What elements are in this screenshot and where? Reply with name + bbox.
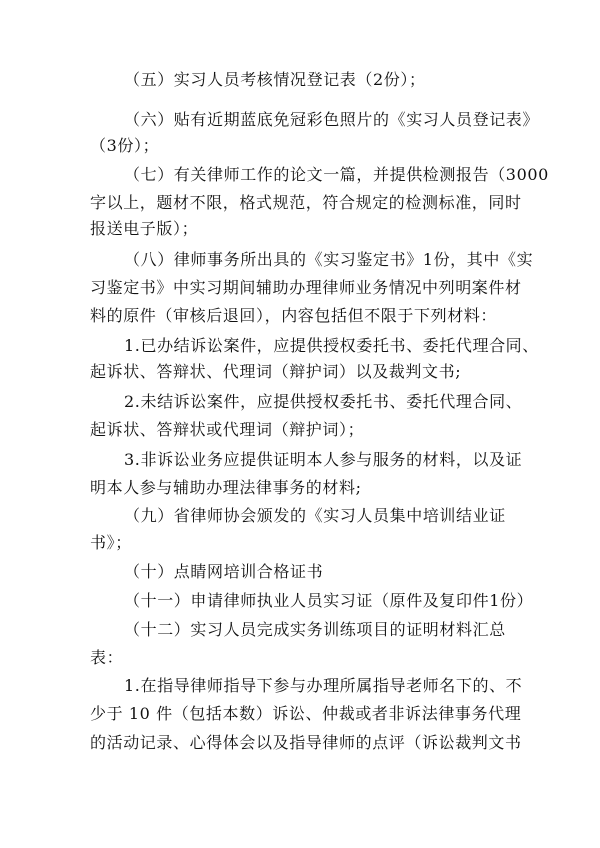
text-line: 明本人参与辅助办理法律事务的材料; <box>90 478 362 497</box>
text-line: （十一）申请律师执业人员实习证（原件及复印件1份） <box>124 591 534 610</box>
text-line: 表： <box>90 648 124 667</box>
text-line: 3.非诉讼业务应提供证明本人参与服务的材料，以及证 <box>124 450 523 469</box>
text-line: （3份）； <box>90 136 160 155</box>
text-line: 报送电子版）； <box>90 219 199 238</box>
text-line: 习鉴定书》中实习期间辅助办理律师业务情况中列明案件材 <box>90 278 522 297</box>
text-line: 起诉状、答辩状或代理词（辩护词）； <box>90 420 365 439</box>
text-line: （十）点睛网培训合格证书 <box>124 562 324 581</box>
text-line: 字以上，题材不限，格式规范，符合规定的检测标准，同时 <box>90 193 522 212</box>
text-line: （九）省律师协会颁发的《实习人员集中培训结业证 <box>124 506 506 525</box>
text-line: （七）有关律师工作的论文一篇，并提供检测报告（3000 <box>124 165 549 184</box>
text-line: 书》； <box>90 533 132 552</box>
text-line: （十二）实习人员完成实务训练项目的证明材料汇总 <box>124 620 506 639</box>
text-line: （六）贴有近期蓝底免冠彩色照片的《实习人员登记表》 <box>124 110 540 129</box>
text-line: 2.未结诉讼案件，应提供授权委托书、委托代理合同、 <box>124 392 523 411</box>
text-line: 少于 10 件（包括本数）诉讼、仲裁或者非诉法律事务代理 <box>90 704 522 723</box>
text-line: （八）律师事务所出具的《实习鉴定书》1份，其中《实 <box>124 250 534 269</box>
text-line: 1.在指导律师指导下参与办理所属指导老师名下的、不 <box>124 676 523 695</box>
text-line: 1.已办结诉讼案件，应提供授权委托书、委托代理合同、 <box>124 336 539 355</box>
text-line: 料的原件（审核后退回），内容包括但不限于下列材料： <box>90 306 498 325</box>
text-line: 的活动记录、心得体会以及指导律师的点评（诉讼裁判文书 <box>90 733 522 752</box>
text-line: 起诉状、答辩状、代理词（辩护词）以及裁判文书; <box>90 362 462 381</box>
text-line: （五）实习人员考核情况登记表（2份）； <box>124 70 426 89</box>
